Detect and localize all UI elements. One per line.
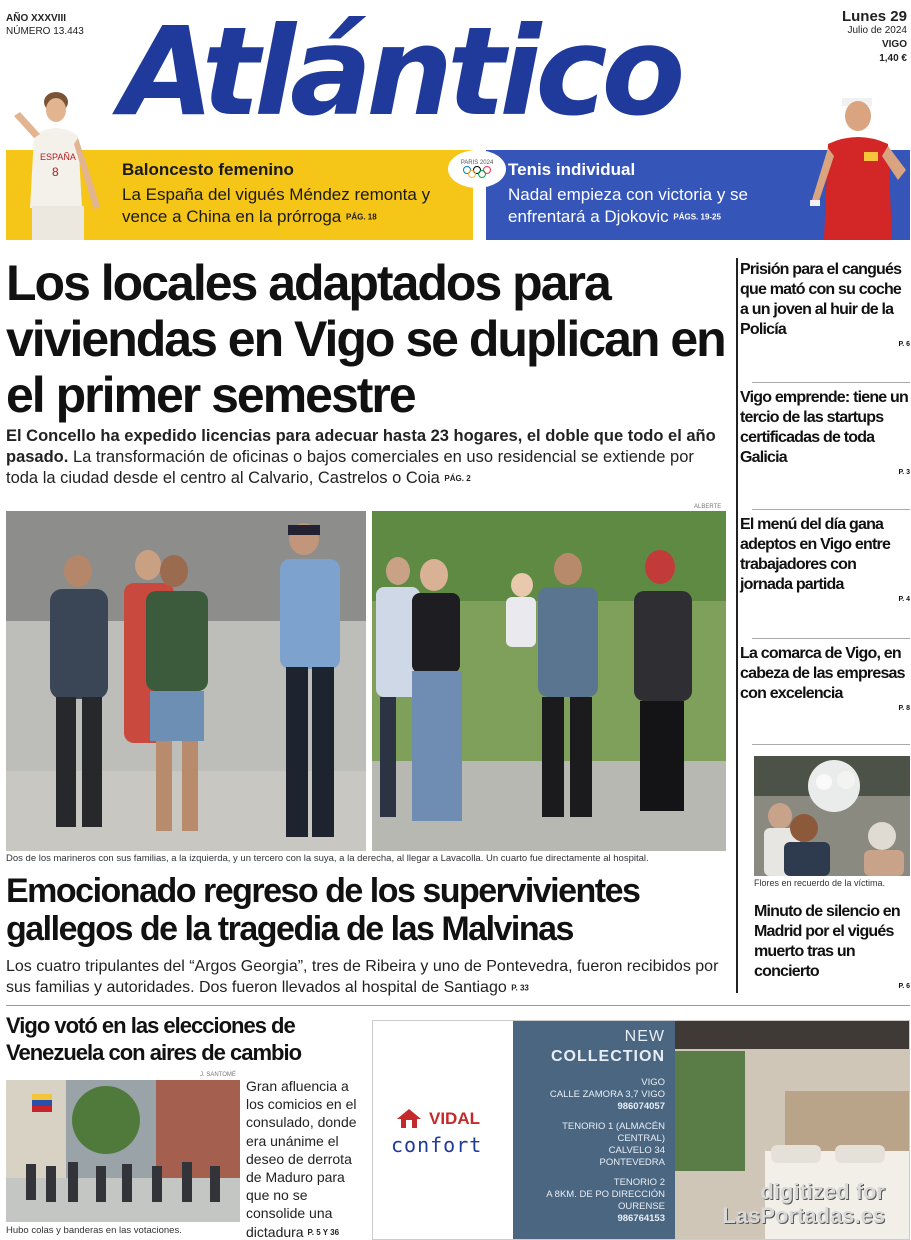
third-caption: Hubo colas y banderas en las votaciones. — [6, 1225, 182, 1236]
promo-basketball-page: PÁG. 18 — [345, 212, 377, 222]
sidebar-item-1-headline: Prisión para el cangués que mató con su coche a un joven al huir de la Policía — [740, 261, 902, 338]
watermark — [722, 1180, 885, 1228]
third-body: Gran afluencia a los comicios en el consulado, donde era unánime el deseo de derrota de Maduro para que no se consolide una dictadura P. 5 Y 36 — [246, 1078, 357, 1240]
promo-basketball-text: La España del vigués Méndez remonta y vence a China en la prórroga PÁG. 18 — [122, 185, 431, 226]
sailors-photo-right — [372, 511, 726, 851]
sidebar-item-2-headline: Vigo emprende: tiene un tercio de las startups certificadas de toda Galicia — [740, 389, 908, 466]
ad-brand-bottom: confort — [391, 1133, 483, 1157]
svg-text:ESPAÑA: ESPAÑA — [40, 152, 76, 162]
ad-store2-line2: CALVELO 34 — [608, 1145, 665, 1156]
sidebar-item-1[interactable] — [740, 260, 910, 350]
promo-tennis-text: Nadal empieza con victoria y se enfrentará a Djokovic PÁGS. 19-25 — [508, 185, 749, 226]
ad-store1-phone: 986074057 — [617, 1101, 665, 1112]
section-divider — [6, 1005, 910, 1006]
sidebar-photo-caption: Flores en recuerdo de la víctima. — [754, 878, 886, 888]
sidebar-item-3-headline: El menú del día gana adeptos en Vigo entre trabajadores con jornada partida — [740, 516, 891, 593]
second-page: P. 33 — [511, 983, 529, 993]
ad-new: NEW — [624, 1028, 665, 1045]
newspaper-logo[interactable]: Atlántico — [120, 1, 680, 143]
olympic-rings-icon — [462, 166, 492, 178]
watermark-line2: LasPortadas.es — [722, 1203, 885, 1228]
lead-dek-text: La transformación de oficinas o bajos comerciales en uso residencial se extiende por toda la ciudad desde el centro al Calvario, Castrelos o Coia — [6, 448, 694, 487]
sidebar-item-5-page: P. 6 — [898, 983, 910, 990]
date-month: Julio de 2024 — [847, 25, 907, 36]
lead-page: PÁG. 2 — [444, 474, 471, 484]
sidebar-separator — [752, 744, 910, 745]
lead-headline[interactable]: Los locales adaptados para viviendas en Vigo se duplican en el primer semestre — [6, 255, 725, 423]
olympics-label: PARIS 2024 — [460, 160, 494, 166]
edition-number: NÚMERO 13.443 — [6, 26, 84, 37]
third-page: P. 5 Y 36 — [307, 1227, 340, 1237]
venezuela-vote-photo — [6, 1080, 240, 1222]
second-headline[interactable]: Emocionado regreso de los supervivientes gallegos de la tragedia de las Malvinas — [6, 872, 640, 948]
date-day: Lunes 29 — [841, 8, 907, 25]
sidebar-item-3[interactable] — [740, 515, 910, 605]
sidebar-item-3-page: P. 4 — [898, 596, 910, 603]
sidebar-item-4-headline: La comarca de Vigo, en cabeza de las empresas con excelencia — [740, 645, 905, 702]
ad-store1-city: VIGO — [641, 1077, 665, 1088]
second-dek: Los cuatro tripulantes del “Argos Georgia”, tres de Ribeira y uno de Pontevedra, fueron recibidos por sus familias y autoridades. Dos fueron llevados al hospital de Santiago P. 33 — [6, 958, 719, 996]
ad-brand-panel — [373, 1021, 513, 1240]
column-rule — [736, 258, 738, 993]
ad-brand-top: VIDAL — [429, 1109, 480, 1128]
sailors-photo-left — [6, 511, 366, 851]
sidebar-item-5-headline: Minuto de silencio en Madrid por el vigués muerto tras un concierto — [754, 903, 900, 980]
watermark-line1: digitized for — [760, 1179, 885, 1204]
svg-text:8: 8 — [52, 165, 59, 179]
promo-tennis-kicker: Tenis individual — [508, 160, 636, 179]
sidebar-separator — [752, 509, 910, 510]
third-credit: J. SANTOMÉ — [200, 1072, 236, 1078]
sidebar-item-4[interactable] — [740, 644, 910, 714]
ad-collection: COLLECTION — [551, 1048, 665, 1065]
lead-dek-bold: El Concello ha expedido licencias para adecuar hasta 23 hogares, el doble que todo el año pasado. — [6, 427, 716, 466]
lead-dek — [6, 426, 728, 489]
tennis-player-photo — [806, 90, 910, 240]
ad-store1-addr: CALLE ZAMORA 3,7 VIGO — [549, 1089, 665, 1100]
sidebar-separator — [752, 638, 910, 639]
ad-store3-phone: 986764153 — [617, 1213, 665, 1224]
date-block — [842, 10, 907, 66]
sidebar-separator — [752, 382, 910, 383]
ad-info-panel — [513, 1021, 675, 1240]
third-headline[interactable]: Vigo votó en las elecciones de Venezuela con aires de cambio — [6, 1013, 302, 1065]
edition-year: AÑO XXXVIII — [6, 13, 67, 24]
ad-store3-line2: A 8KM. DE PO DIRECCIÓN OURENSE — [546, 1189, 665, 1212]
memorial-photo — [754, 756, 910, 876]
sidebar-item-1-page: P. 6 — [898, 341, 910, 348]
promo-basketball-kicker: Baloncesto femenino — [122, 160, 294, 179]
sidebar-item-5[interactable] — [754, 902, 910, 992]
city-label: VIGO — [881, 39, 907, 50]
promo-tennis-page: PÁGS. 19-25 — [673, 212, 721, 222]
photo-caption: Dos de los marineros con sus familias, a la izquierda, y un tercero con la suya, a la derecha, al llegar a Lavacolla. Un cuarto fue directamente al hospital. — [6, 853, 649, 864]
basketball-player-photo — [8, 88, 108, 240]
ad-store2-line3: PONTEVEDRA — [599, 1157, 665, 1168]
ad-store3-line1: TENORIO 2 — [613, 1177, 665, 1188]
price-label: 1,40 € — [879, 53, 907, 64]
olympics-badge — [448, 150, 506, 188]
sidebar-item-4-page: P. 8 — [898, 705, 910, 712]
photo-credit: ALBERTE — [694, 504, 722, 510]
sidebar-item-2[interactable] — [740, 388, 910, 478]
ad-store2-line1: TENORIO 1 (ALMACÉN CENTRAL) — [562, 1121, 665, 1144]
house-icon — [395, 1107, 423, 1129]
edition-info — [6, 12, 84, 38]
sidebar-item-2-page: P. 3 — [898, 469, 910, 476]
